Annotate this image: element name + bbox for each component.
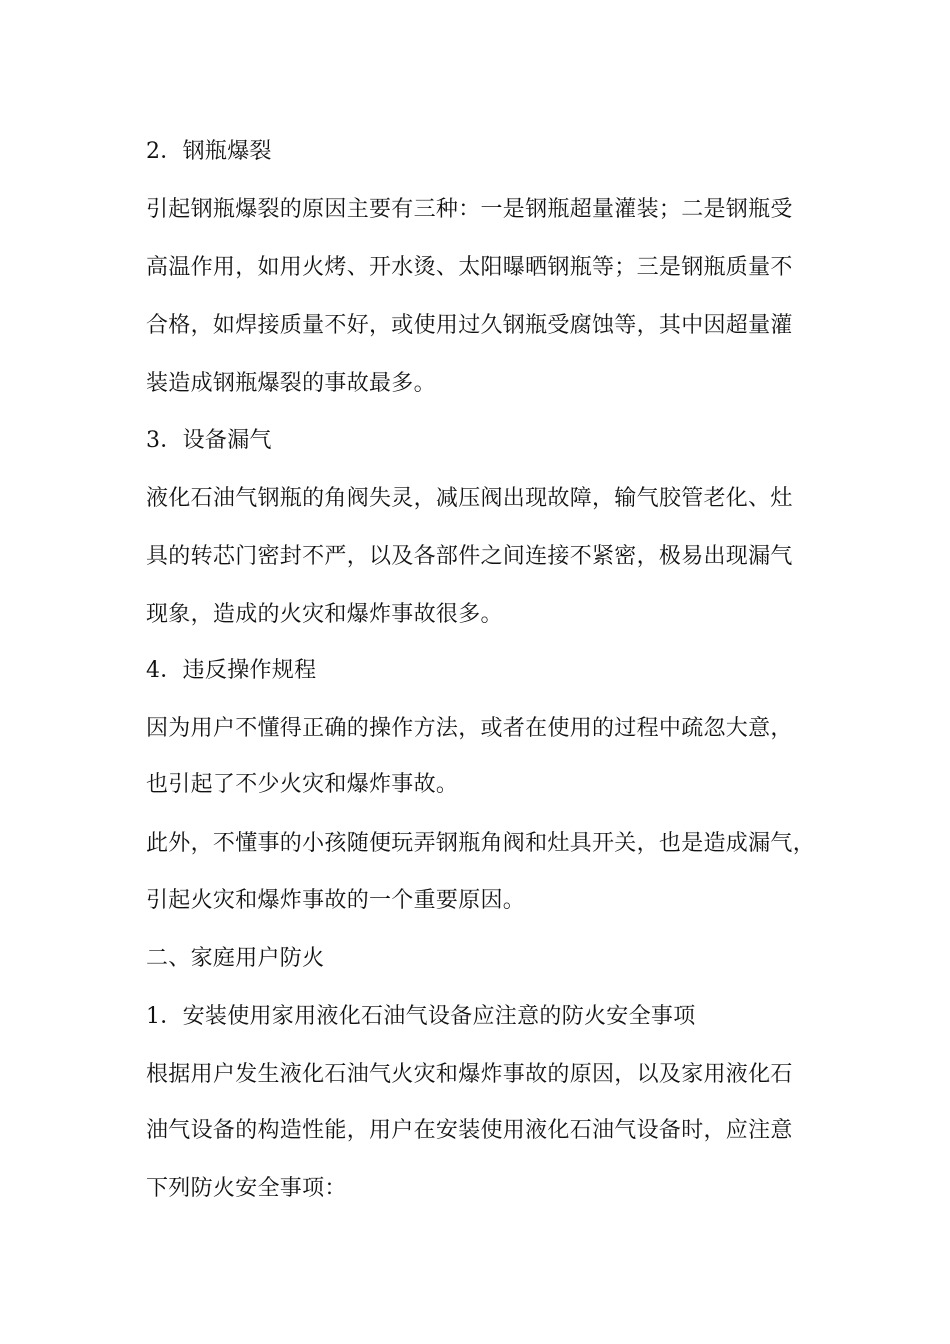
heading-safety-items: 1．安装使用家用液化石油气设备应注意的防火安全事项 <box>146 1004 696 1029</box>
paragraph-line: 引起钢瓶爆裂的原因主要有三种：一是钢瓶超量灌装；二是钢瓶受 <box>146 197 793 222</box>
paragraph-line: 液化石油气钢瓶的角阀失灵，减压阀出现故障，输气胶管老化、灶 <box>146 486 793 511</box>
heading-operation-violation: 4．违反操作规程 <box>146 658 317 683</box>
paragraph-line: 高温作用，如用火烤、开水烫、太阳曝晒钢瓶等；三是钢瓶质量不 <box>146 255 793 280</box>
paragraph-line: 下列防火安全事项： <box>146 1176 347 1201</box>
paragraph-line: 现象，造成的火灾和爆炸事故很多。 <box>146 602 503 627</box>
paragraph-line: 合格，如焊接质量不好，或使用过久钢瓶受腐蚀等，其中因超量灌 <box>146 313 793 338</box>
paragraph-line: 根据用户发生液化石油气火灾和爆炸事故的原因，以及家用液化石 <box>146 1062 793 1087</box>
heading-equipment-leak: 3．设备漏气 <box>146 428 272 453</box>
section-heading-home-fire-prevention: 二、家庭用户防火 <box>146 946 325 971</box>
paragraph-line: 具的转芯门密封不严，以及各部件之间连接不紧密，极易出现漏气 <box>146 544 793 569</box>
paragraph-line: 油气设备的构造性能，用户在安装使用液化石油气设备时，应注意 <box>146 1118 793 1143</box>
paragraph-line: 也引起了不少火灾和爆炸事故。 <box>146 772 459 797</box>
paragraph-line: 此外，不懂事的小孩随便玩弄钢瓶角阀和灶具开关，也是造成漏气， <box>146 831 816 856</box>
paragraph-line: 因为用户不懂得正确的操作方法，或者在使用的过程中疏忽大意， <box>146 716 793 741</box>
heading-cylinder-burst: 2．钢瓶爆裂 <box>146 139 272 164</box>
paragraph-line: 装造成钢瓶爆裂的事故最多。 <box>146 371 436 396</box>
paragraph-line: 引起火灾和爆炸事故的一个重要原因。 <box>146 888 526 913</box>
